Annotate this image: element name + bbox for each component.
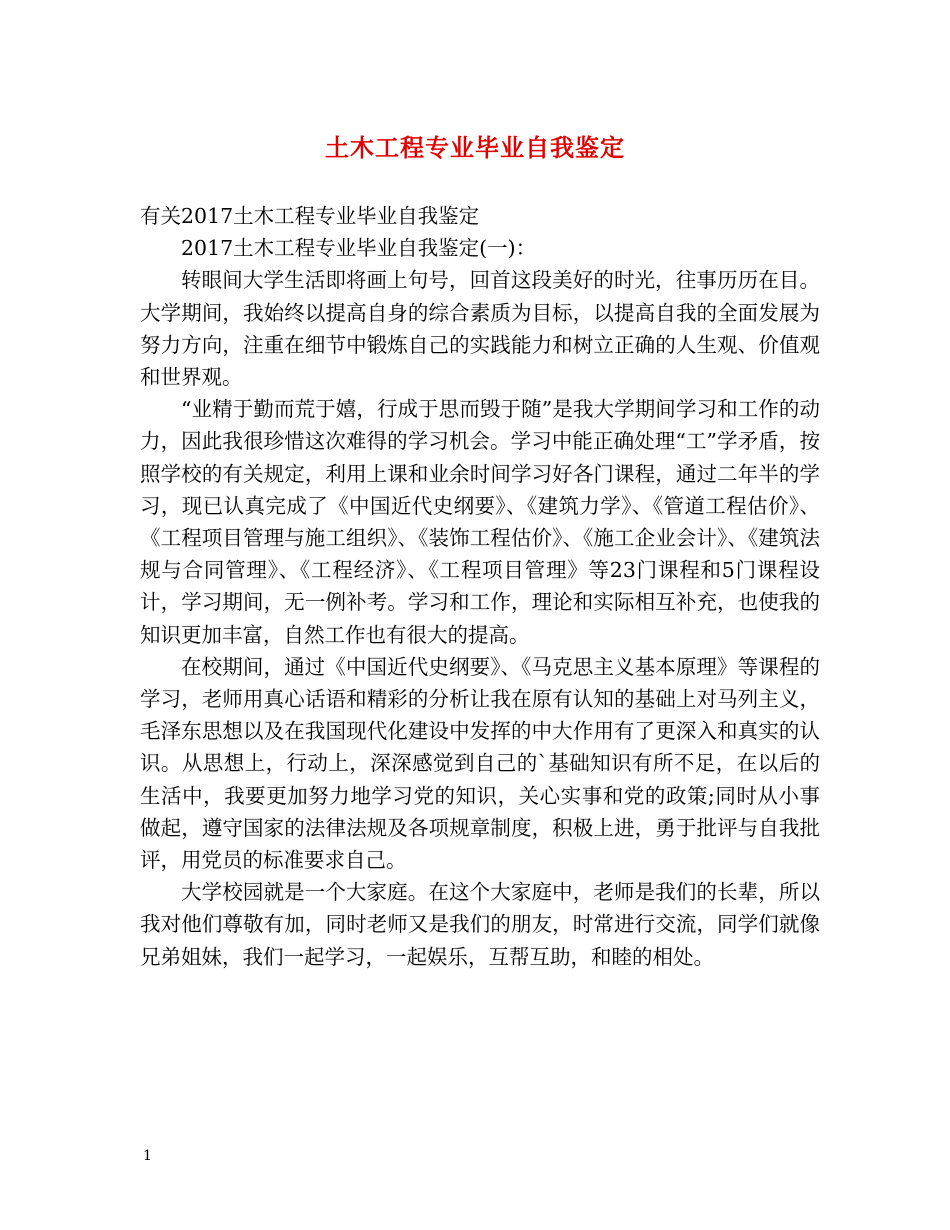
paragraph: 在校期间，通过《中国近代史纲要》、《马克思主义基本原理》等课程的学习，老师用真心话语和精彩的分析让我在原有认知的基础上对马列主义，毛泽东思想以及在我国现代化建设中发挥的中大作用有了更深入和真实的认识。从思想上，行动上，深深感觉到自己的`基础知识有所不足，在以后的生活中，我要更加努力地学习党的知识，关心实事和党的政策;同时从小事做起，遵守国家的法律法规及各项规章制度，积极上进，勇于批评与自我批评，用党员的标准要求自己。 [140, 654, 820, 873]
paragraph: “业精于勤而荒于嬉，行成于思而毁于随”是我大学期间学习和工作的动力，因此我很珍惜这次难得的学习机会。学习中能正确处理“工”学矛盾，按照学校的有关规定，利用上课和业余时间学习好各门课程，通过二年半的学习，现已认真完成了《中国近代史纲要》、《建筑力学》、《管道工程估价》、《工程项目管理与施工组织》、《装饰工程估价》、《施工企业会计》、《建筑法规与合同管理》、《工程经济》、《工程项目管理》等23门课程和5门课程设计，学习期间，无一例补考。学习和工作，理论和实际相互补充，也使我的知识更加丰富，自然工作也有很大的提高。 [140, 397, 820, 647]
paragraph: 大学校园就是一个大家庭。在这个大家庭中，老师是我们的长辈，所以我对他们尊敬有加，同时老师又是我们的朋友，时常进行交流，同学们就像兄弟姐妹，我们一起学习，一起娱乐，互帮互助，和睦的相处。 [140, 880, 820, 969]
paragraph-heading: 有关2017土木工程专业毕业自我鉴定 [140, 204, 480, 228]
document-body [140, 200, 820, 973]
paragraph-subheading: 2017土木工程专业毕业自我鉴定(一)： [181, 236, 537, 261]
document-title: 土木工程专业毕业自我鉴定 [325, 133, 625, 162]
page-number: 1 [143, 1148, 152, 1164]
paragraph: 转眼间大学生活即将画上句号，回首这段美好的时光，往事历历在目。大学期间，我始终以提高自身的综合素质为目标，以提高自我的全面发展为努力方向，注重在细节中锻炼自己的实践能力和树立正确的人生观、价值观和世界观。 [140, 268, 820, 390]
